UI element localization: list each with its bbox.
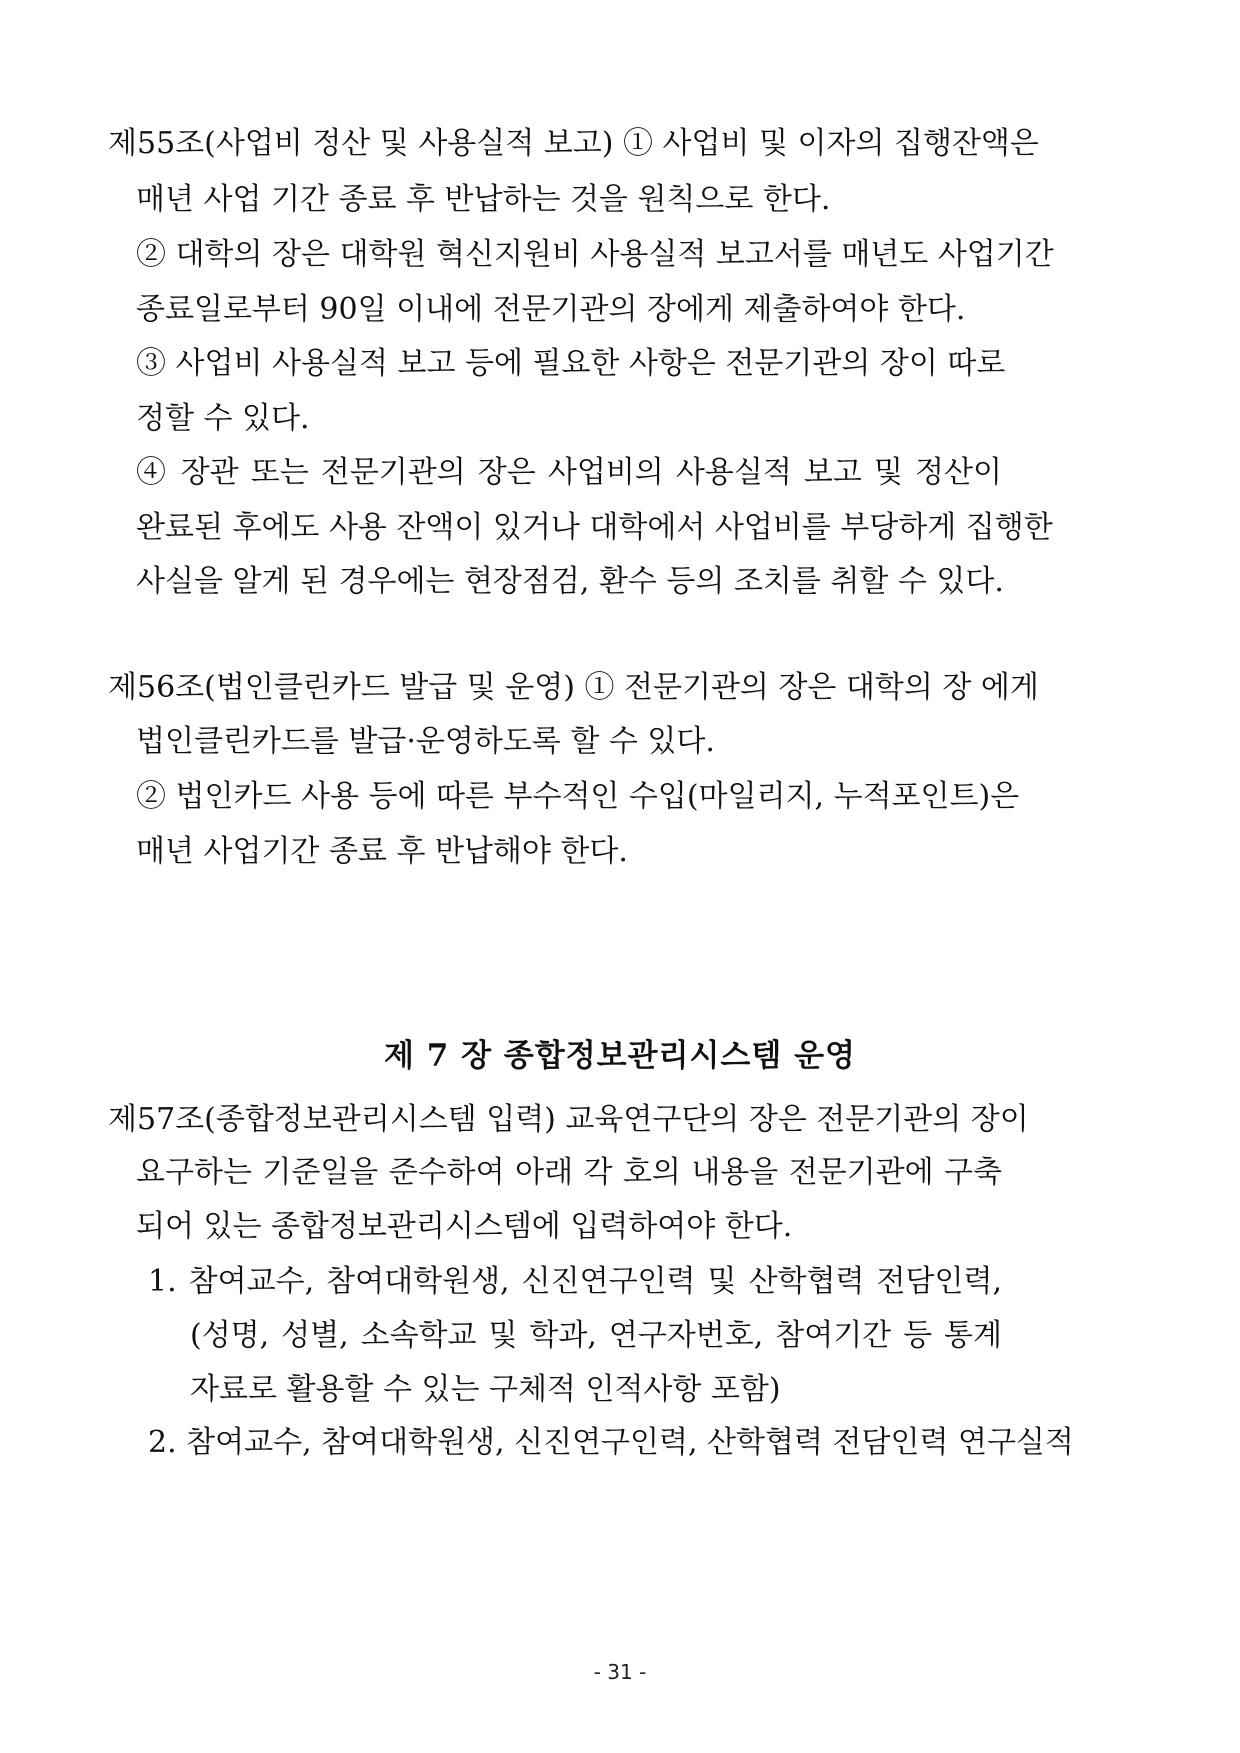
article-56-clause-2-line: ② 법인카드 사용 등에 따른 부수적인 수입(마일리지, 누적포인트)은	[136, 779, 1020, 814]
article-55-text-line: 정할 수 있다.	[136, 401, 310, 436]
article-57-item-1-line: (성명, 성별, 소속학교 및 학과, 연구자번호, 참여기간 등 통계	[190, 1318, 1002, 1353]
article-57-text-line: 되어 있는 종합정보관리시스템에 입력하여야 한다.	[136, 1209, 793, 1244]
article-57-item-1-line: 자료로 활용할 수 있는 구체적 인적사항 포함)	[190, 1372, 781, 1407]
article-56-text-line: 매년 사업기간 종료 후 반납해야 한다.	[136, 834, 628, 869]
article-57-text-line: 요구하는 기준일을 준수하여 아래 각 호의 내용을 전문기관에 구축	[136, 1155, 1002, 1190]
article-55-text-line: 종료일로부터 90일 이내에 전문기관의 장에게 제출하여야 한다.	[136, 292, 966, 327]
article-57-heading-line: 제57조(종합정보관리시스템 입력) 교육연구단의 장은 전문기관의 장이	[108, 1102, 1029, 1137]
article-56-heading-line: 제56조(법인클린카드 발급 및 운영) ① 전문기관의 장은 대학의 장 에게	[108, 670, 1039, 705]
article-57-item-2-line: 2. 참여교수, 참여대학원생, 신진연구인력, 산학협력 전담인력 연구실적	[148, 1425, 1074, 1460]
article-55-clause-4-line: ④ 장관 또는 전문기관의 장은 사업비의 사용실적 보고 및 정산이	[136, 455, 1002, 490]
article-57-item-1-line: 1. 참여교수, 참여대학원생, 신진연구인력 및 산학협력 전담인력,	[148, 1264, 1002, 1299]
article-55-text-line: 완료된 후에도 사용 잔액이 있거나 대학에서 사업비를 부당하게 집행한	[136, 510, 1053, 545]
article-55-heading-line: 제55조(사업비 정산 및 사용실적 보고) ① 사업비 및 이자의 집행잔액은	[108, 126, 1039, 161]
article-55-clause-3-line: ③ 사업비 사용실적 보고 등에 필요한 사항은 전문기관의 장이 따로	[136, 346, 1006, 381]
page-number: - 31 -	[593, 1660, 647, 1684]
article-56-text-line: 법인클린카드를 발급·운영하도록 할 수 있다.	[136, 724, 715, 759]
article-55-text-line: 매년 사업 기간 종료 후 반납하는 것을 원칙으로 한다.	[136, 182, 831, 217]
chapter-title: 제 7 장 종합정보관리시스템 운영	[383, 1038, 857, 1074]
article-55-clause-2-line: ② 대학의 장은 대학원 혁신지원비 사용실적 보고서를 매년도 사업기간	[136, 237, 1054, 272]
article-55-text-line: 사실을 알게 된 경우에는 현장점검, 환수 등의 조치를 취할 수 있다.	[136, 564, 1004, 599]
